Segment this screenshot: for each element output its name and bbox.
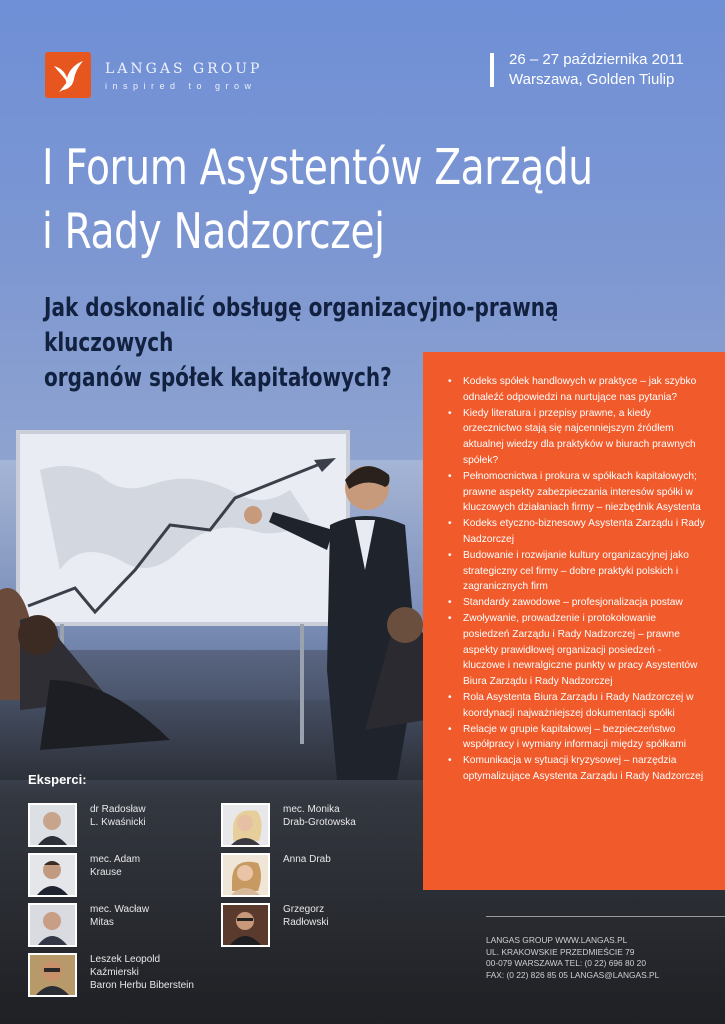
page-title: [42, 136, 593, 264]
list-item: • Rola Asystenta Biura Zarządu i Rady Nadzorczej w koordynacji najważniejszej dokumentacji spółki: [447, 690, 705, 722]
list-item: • Pełnomocnictwa i prokura w spółkach kapitałowych; prawne aspekty zabezpieczania interesów spółki w kluczowych działaniach firmy – niezbędnik Asystenta: [447, 469, 705, 516]
event-divider: [490, 53, 494, 87]
footer-line: LANGAS GROUP WWW.LANGAS.PL: [486, 935, 628, 945]
subtitle-line-2: organów spółek kapitałowych?: [44, 363, 392, 393]
list-item: • Zwoływanie, prowadzenie i protokołowanie posiedzeń Zarządu i Rady Nadzorczej – prawne aspekty prawidłowej organizacji posiedzeń - kluczowe i newralgiczne punkty w pracy Asystentów Biura Zarządu i Rady Nadzorczej: [447, 611, 705, 690]
list-item: • Komunikacja w sytuacji kryzysowej – narzędzia optymalizujące Asystenta Zarządu i Rady Nadzorczej: [447, 753, 705, 785]
list-item: • Kodeks spółek handlowych w praktyce – jak szybko odnaleźć odpowiedzi na nurtujące nas pytania?: [447, 374, 705, 406]
expert-name: Leszek Leopold Kaźmierski Baron Herbu Biberstein: [90, 954, 194, 991]
footer-contact: [486, 935, 659, 981]
event-place: Warszawa, Golden Tiulip: [509, 71, 675, 88]
topics-list: [447, 374, 705, 785]
expert-name: mec. Wacław Mitas: [90, 904, 150, 928]
subtitle-line-1: Jak doskonalić obsługę organizacyjno-prawną kluczowych: [44, 293, 559, 358]
brand-tagline: inspired to grow: [105, 81, 257, 91]
footer-line: FAX: (0 22) 826 85 05 LANGAS@LANGAS.PL: [486, 969, 660, 980]
event-info: [509, 50, 684, 90]
expert-photo: [221, 803, 270, 847]
brand-name: LANGAS GROUP: [105, 61, 263, 77]
event-dates: 26 – 27 października 2011: [509, 51, 684, 68]
list-item: • Kiedy literatura i przepisy prawne, a kiedy orzecznictwo stają się najcenniejszym źródłem aktualnej wiedzy dla praktyków w biurach prawnych spółek?: [447, 406, 705, 469]
bird-logo-icon: [45, 52, 91, 98]
expert-photo: [28, 903, 77, 947]
expert-photo: [28, 953, 77, 997]
expert-photo: [28, 803, 77, 847]
title-line-1: I Forum Asystentów Zarządu: [42, 139, 593, 196]
topics-panel: [423, 352, 725, 890]
experts-heading: Eksperci:: [28, 772, 87, 787]
expert-photo: [221, 853, 270, 897]
list-item: • Relacje w grupie kapitałowej – bezpieczeństwo współpracy i wymiany informacji między spółkami: [447, 722, 705, 754]
expert-name: Grzegorz Radłowski: [283, 904, 329, 928]
expert-name: Anna Drab: [283, 854, 331, 865]
list-item: • Budowanie i rozwijanie kultury organizacyjnej jako strategiczny cel firmy – dobre praktyki polskich i zagranicznych firm: [447, 548, 705, 595]
list-item: • Kodeks etyczno-biznesowy Asystenta Zarządu i Rady Nadzorczej: [447, 516, 705, 548]
expert-name: dr Radosław L. Kwaśnicki: [90, 804, 146, 828]
expert-name: mec. Monika Drab-Grotowska: [283, 804, 356, 828]
expert-photo: [221, 903, 270, 947]
expert-photo: [28, 853, 77, 897]
list-item: • Standardy zawodowe – profesjonalizacja postaw: [447, 595, 705, 611]
brand-logo: [45, 52, 263, 102]
footer-line: UL. KRAKOWSKIE PRZEDMIEŚCIE 79: [486, 946, 635, 957]
footer-line: 00-079 WARSZAWA TEL: (0 22) 696 80 20: [486, 958, 646, 968]
expert-name: mec. Adam Krause: [90, 854, 141, 878]
footer-divider: [486, 916, 725, 917]
title-line-2: i Rady Nadzorczej: [42, 203, 385, 260]
